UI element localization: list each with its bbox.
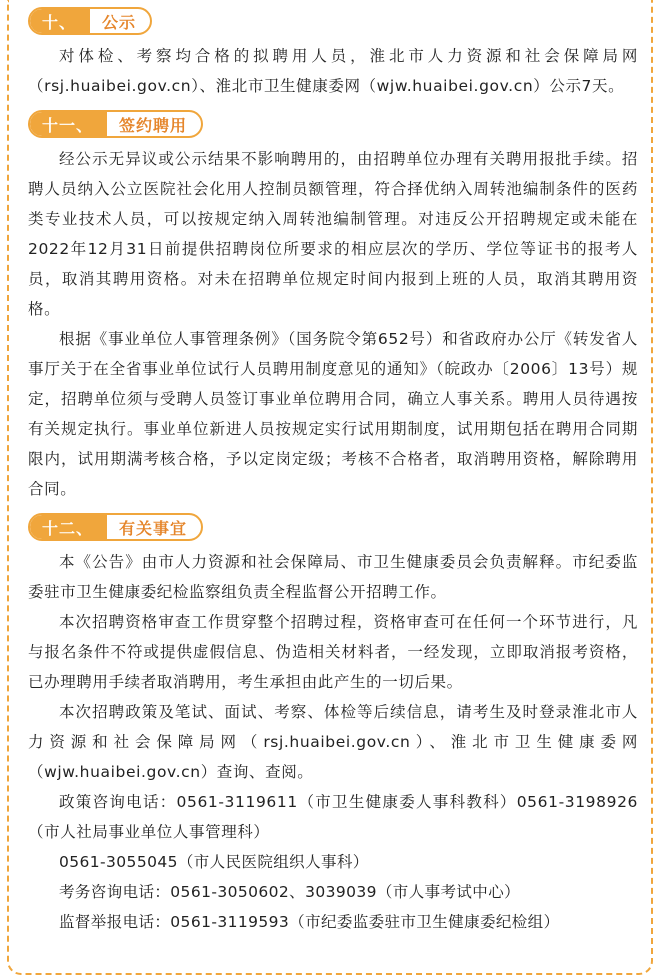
section-badge bbox=[28, 110, 203, 138]
paragraph: 对体检、考察均合格的拟聘用人员，淮北市人力资源和社会保障局网（rsj.huaibei.gov.cn）、淮北市卫生健康委网（wjw.huaibei.gov.cn）公示7天。 bbox=[28, 47, 638, 95]
section-number: 十一、 bbox=[30, 112, 107, 136]
paragraph: 根据《事业单位人事管理条例》（国务院令第652号）和省政府办公厅《转发省人事厅关于在全省事业单位试行人员聘用制度意见的通知》（皖政办〔2006〕13号）规定，招聘单位须与受聘人员签订事业单位聘用合同，确立人事关系。聘用人员待遇按有关规定执行。事业单位新进人员按规定实行试用期制度，试用期包括在聘用合同期限内，试用期满考核合格，予以定岗定级；考核不合格者，取消聘用资格，解除聘用合同。 bbox=[28, 330, 638, 498]
contact-line: 监督举报电话：0561-3119593（市纪委监委驻市卫生健康委纪检组） bbox=[59, 913, 560, 931]
contact-line: 考务咨询电话：0561-3050602、3039039（市人事考试中心） bbox=[59, 883, 521, 901]
section-title: 有关事宜 bbox=[119, 518, 188, 538]
section-number: 十、 bbox=[30, 9, 90, 33]
paragraph: 本《公告》由市人力资源和社会保障局、市卫生健康委员会负责解释。市纪委监委驻市卫生健康委纪检监察组负责全程监督公开招聘工作。 bbox=[28, 553, 638, 601]
section-header-contract bbox=[28, 109, 638, 139]
section-badge bbox=[28, 513, 203, 541]
article-body bbox=[28, 6, 638, 937]
section-header-matters bbox=[28, 512, 638, 542]
section-header-publicity bbox=[28, 6, 638, 36]
section-number: 十二、 bbox=[30, 515, 107, 539]
section-badge bbox=[28, 7, 152, 35]
paragraph: 本次招聘资格审查工作贯穿整个招聘过程，资格审查可在任何一个环节进行，凡与报名条件不符或提供虚假信息、伪造相关材料者，一经发现，立即取消报考资格，已办理聘用手续者取消聘用，考生承担由此产生的一切后果。 bbox=[28, 613, 638, 691]
contact-line: 0561-3055045（市人民医院组织人事科） bbox=[59, 853, 369, 871]
paragraph: 本次招聘政策及笔试、面试、考察、体检等后续信息，请考生及时登录淮北市人力资源和社会保障局网（rsj.huaibei.gov.cn）、淮北市卫生健康委网（wjw.huaibei.gov.cn）查询、查阅。 bbox=[28, 703, 638, 781]
section-title: 签约聘用 bbox=[119, 115, 188, 135]
contact-paragraph: 政策咨询电话：0561-3119611（市卫生健康委人事科教科）0561-3198926（市人社局事业单位人事管理科） bbox=[28, 793, 638, 841]
paragraph: 经公示无异议或公示结果不影响聘用的，由招聘单位办理有关聘用报批手续。招聘人员纳入公立医院社会化用人控制员额管理，符合择优纳入周转池编制条件的医药类专业技术人员，可以按规定纳入周转池编制管理。对违反公开招聘规定或未能在2022年12月31日前提供招聘岗位所要求的相应层次的学历、学位等证书的报考人员，取消其聘用资格。对未在招聘单位规定时间内报到上班的人员，取消其聘用资格。 bbox=[28, 150, 638, 318]
section-title: 公示 bbox=[102, 12, 137, 32]
